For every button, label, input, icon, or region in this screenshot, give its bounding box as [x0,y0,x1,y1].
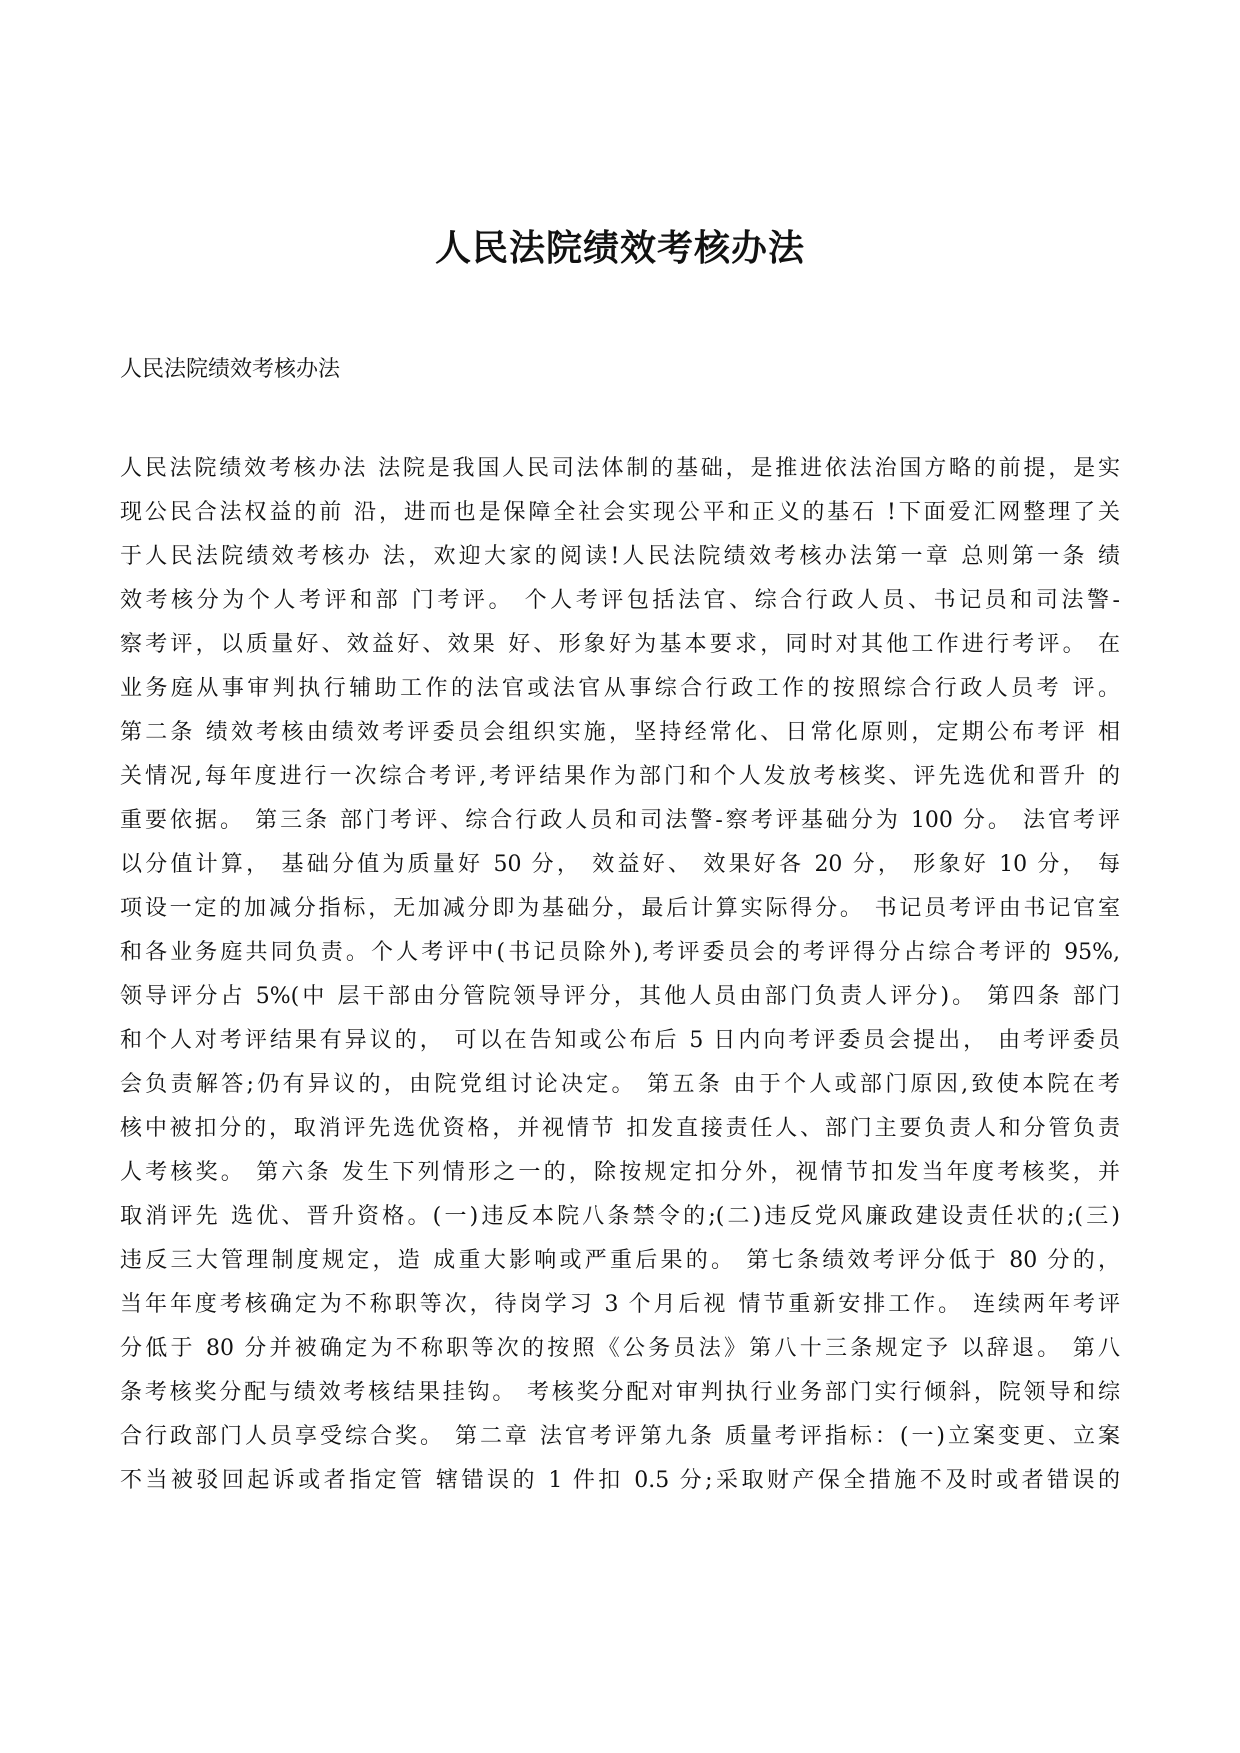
body-text-line: 人考核奖。 第六条 发生下列情形之一的，除按规定扣分外，视情节扣发当年度考核奖，并 [120,1160,1120,1185]
body-text-line: 违反三大管理制度规定，造 成重大影响或严重后果的。 第七条绩效考评分低于 80 分的， [120,1248,1120,1273]
body-text-line: 分低于 80 分并被确定为不称职等次的按照《公务员法》第八十三条规定予 以辞退。 第八 [120,1336,1120,1361]
body-text-line: 现公民合法权益的前 沿，进而也是保障全社会实现公平和正义的基石 !下面爱汇网整理了关 [120,500,1120,525]
body-text-line: 人民法院绩效考核办法 法院是我国人民司法体制的基础，是推进依法治国方略的前提，是实 [120,456,1120,481]
body-text-line: 第二条 绩效考核由绩效考评委员会组织实施，坚持经常化、日常化原则，定期公布考评 相 [120,720,1120,745]
body-text-line: 条考核奖分配与绩效考核结果挂钩。 考核奖分配对审判执行业务部门实行倾斜，院领导和综 [120,1380,1120,1405]
body-text-line: 效考核分为个人考评和部 门考评。 个人考评包括法官、综合行政人员、书记员和司法警- [120,588,1120,613]
body-text-line: 于人民法院绩效考核办 法，欢迎大家的阅读!人民法院绩效考核办法第一章 总则第一条 绩 [120,544,1120,569]
body-text-line: 项设一定的加减分指标，无加减分即为基础分，最后计算实际得分。 书记员考评由书记官室 [120,896,1120,921]
body-text-line: 关情况,每年度进行一次综合考评,考评结果作为部门和个人发放考核奖、评先选优和晋升 的 [120,764,1120,789]
body-text-line: 取消评先 选优、晋升资格。(一)违反本院八条禁令的;(二)违反党风廉政建设责任状的;(三) [120,1204,1120,1229]
body-text-line: 业务庭从事审判执行辅助工作的法官或法官从事综合行政工作的按照综合行政人员考 评。 [120,676,1120,701]
body-text-line: 重要依据。 第三条 部门考评、综合行政人员和司法警-察考评基础分为 100 分。 法官考评 [120,808,1120,833]
body-text-line: 和各业务庭共同负责。个人考评中(书记员除外),考评委员会的考评得分占综合考评的 95%, [120,940,1120,965]
body-text-line: 会负责解答;仍有异议的，由院党组讨论决定。 第五条 由于个人或部门原因,致使本院在考 [120,1072,1120,1097]
body-text-line: 不当被驳回起诉或者指定管 辖错误的 1 件扣 0.5 分;采取财产保全措施不及时或者错误的 [120,1468,1120,1493]
body-text-line: 合行政部门人员享受综合奖。 第二章 法官考评第九条 质量考评指标：(一)立案变更、立案 [120,1424,1120,1449]
body-text-line: 以分值计算， 基础分值为质量好 50 分， 效益好、 效果好各 20 分， 形象好 10 分， 每 [120,852,1120,877]
body-text-line: 和个人对考评结果有异议的， 可以在告知或公布后 5 日内向考评委员会提出， 由考评委员 [120,1028,1120,1053]
body-text-line: 核中被扣分的，取消评先选优资格，并视情节 扣发直接责任人、部门主要负责人和分管负责 [120,1116,1120,1141]
document-subtitle: 人民法院绩效考核办法 [120,357,341,382]
body-text-line: 当年年度考核确定为不称职等次，待岗学习 3 个月后视 情节重新安排工作。 连续两年考评 [120,1292,1120,1317]
document-title: 人民法院绩效考核办法 [434,227,805,269]
document-body [120,447,1120,1503]
body-text-line: 察考评，以质量好、效益好、效果 好、形象好为基本要求，同时对其他工作进行考评。 在 [120,632,1120,657]
body-text-line: 领导评分占 5%(中 层干部由分管院领导评分，其他人员由部门负责人评分)。 第四条 部门 [120,984,1120,1009]
